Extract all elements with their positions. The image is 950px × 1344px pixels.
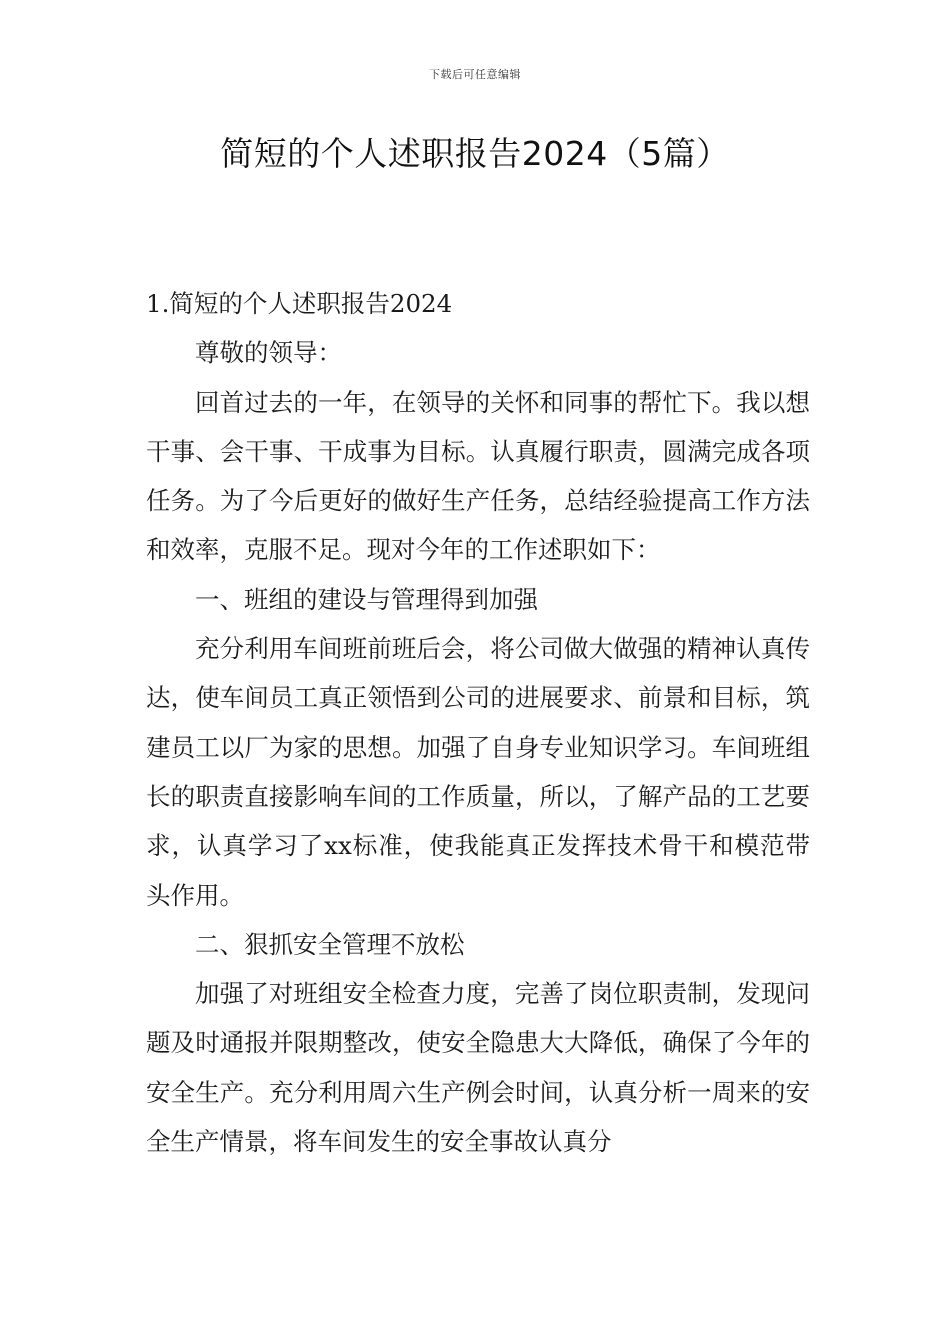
subheading: 二、狠抓安全管理不放松: [195, 929, 465, 959]
paragraph: 加强了对班组安全检查力度，完善了岗位职责制，发现问题及时通报并限期整改，使安全隐患大大降低，确保了今年的安全生产。充分利用周六生产例会时间，认真分析一周来的安全生产情景，将车间发生的安全事故认真分: [146, 979, 810, 1157]
document-body: [146, 279, 810, 1166]
header-note: 下载后可任意编辑: [429, 68, 521, 81]
document-title: 简短的个人述职报告2024（5篇）: [220, 134, 730, 173]
section-heading: 1.简短的个人述职报告2024: [146, 289, 453, 318]
paragraph: 充分利用车间班前班后会，将公司做大做强的精神认真传达，使车间员工真正领悟到公司的进展要求、前景和目标，筑建员工以厂为家的思想。加强了自身专业知识学习。车间班组长的职责直接影响车间的工作质量，所以，了解产品的工艺要求，认真学习了xx标准，使我能真正发挥技术骨干和模范带头作用。: [146, 634, 810, 910]
salutation: 尊敬的领导：: [195, 338, 342, 368]
paragraph: 回首过去的一年，在领导的关怀和同事的帮忙下。我以想干事、会干事、干成事为目标。认真履行职责，圆满完成各项任务。为了今后更好的做好生产任务，总结经验提高工作方法和效率，克服不足。现对今年的工作述职如下：: [146, 387, 810, 565]
subheading: 一、班组的建设与管理得到加强: [195, 584, 538, 614]
